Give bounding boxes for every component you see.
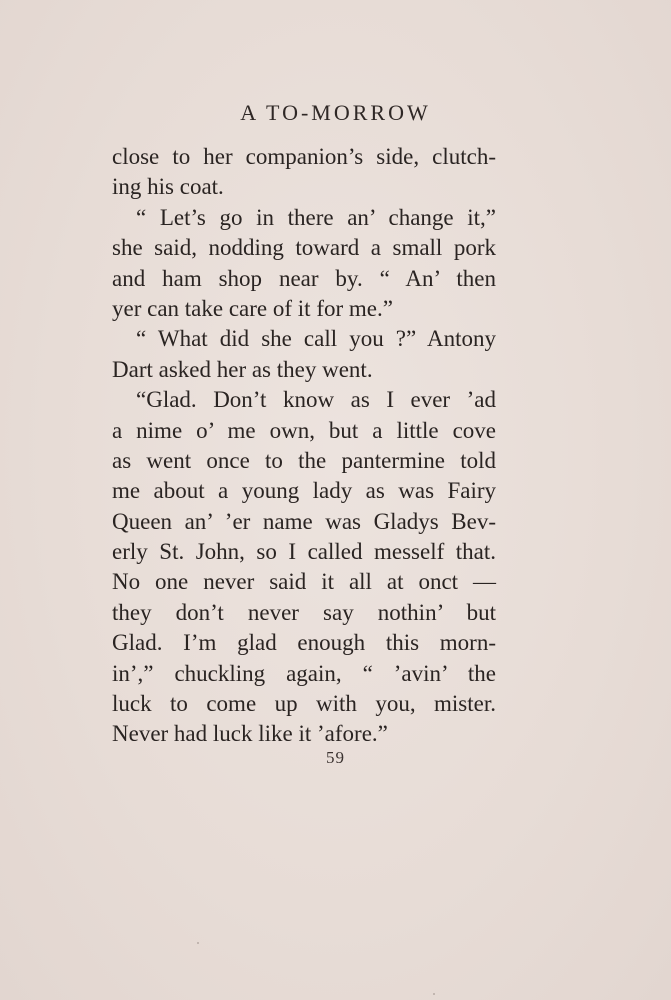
text-line: in’,” chuckling again, “ ’avin’ the — [112, 660, 496, 686]
text-line: erly St. John, so I called mesself that. — [112, 539, 496, 565]
text-line: luck to come up with you, mister. — [112, 691, 496, 717]
text-line: a nime o’ me own, but a little cove — [112, 417, 496, 443]
text-line: “ Let’s go in there an’ change it,” — [136, 204, 496, 230]
text-line: Queen an’ ’er name was Gladys Bev- — [112, 508, 496, 534]
body-text — [112, 142, 496, 750]
text-line: as went once to the pantermine told — [112, 447, 496, 473]
text-line: Glad. I’m glad enough this morn- — [112, 630, 496, 656]
page-number: 59 — [326, 748, 345, 767]
text-line: No one never said it all at onct — — [112, 569, 496, 595]
text-line: she said, nodding toward a small pork — [112, 235, 496, 261]
text-line: they don’t never say nothin’ but — [112, 599, 496, 625]
paper-speck — [433, 993, 435, 995]
text-line: yer can take care of it for me.” — [112, 295, 393, 321]
text-line: me about a young lady as was Fairy — [112, 478, 496, 504]
text-line: “Glad. Don’t know as I ever ’ad — [136, 387, 496, 413]
running-head: A TO-MORROW — [240, 100, 431, 125]
text-line: and ham shop near by. “ An’ then — [112, 265, 496, 291]
text-line: ing his coat. — [112, 174, 224, 200]
paper-speck — [197, 942, 199, 944]
text-line: close to her companion’s side, clutch- — [112, 144, 496, 169]
text-line: “ What did she call you ?” Antony — [136, 326, 496, 352]
text-line: Dart asked her as they went. — [112, 356, 373, 382]
text-line: Never had luck like it ’afore.” — [112, 721, 388, 747]
